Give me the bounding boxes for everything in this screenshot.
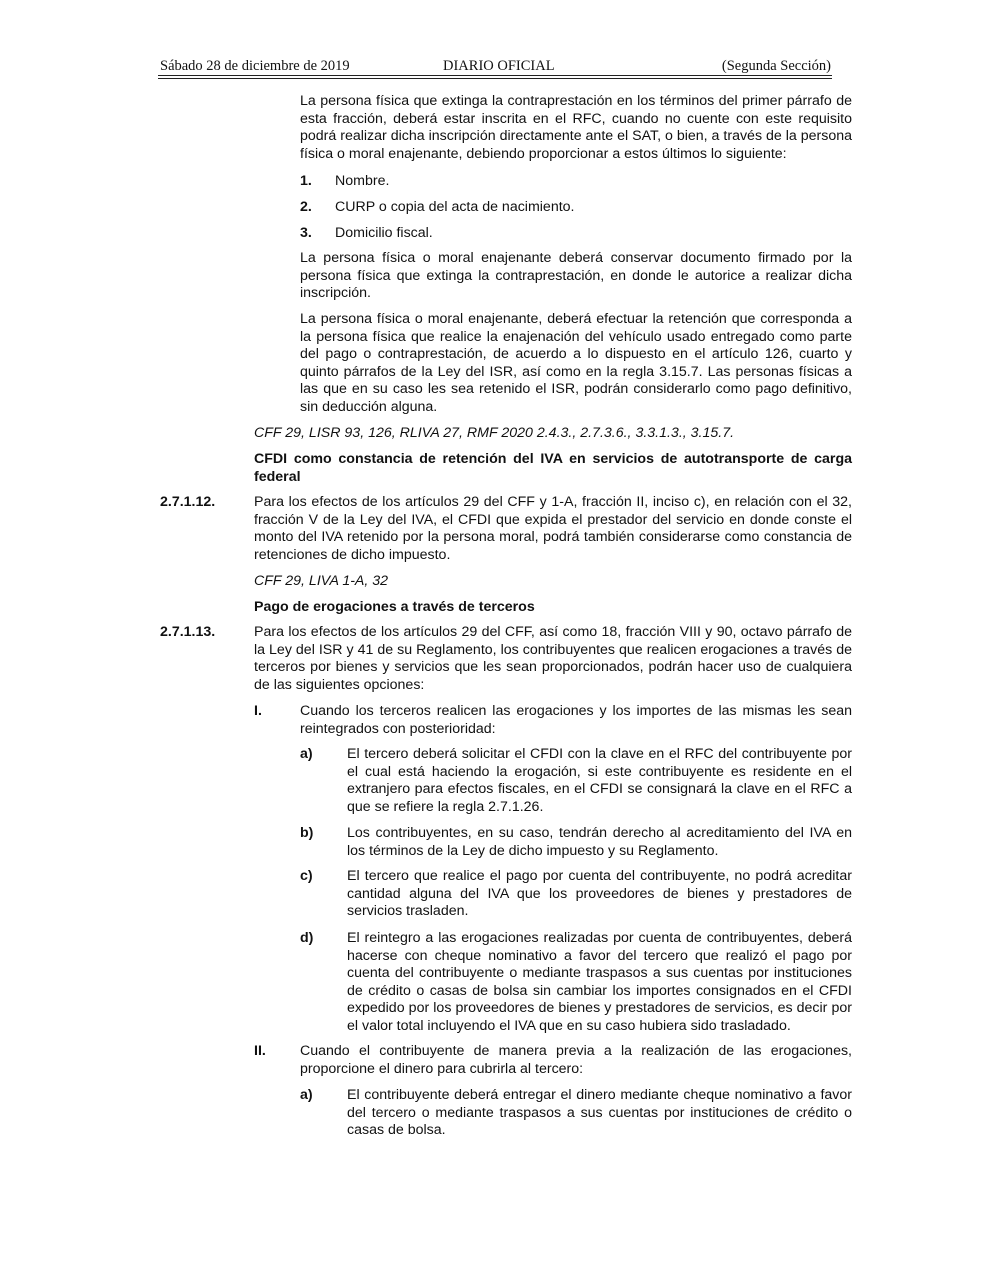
fraction-number: II. (254, 1043, 266, 1059)
legal-reference: CFF 29, LIVA 1-A, 32 (254, 573, 389, 589)
header-date: Sábado 28 de diciembre de 2019 (160, 58, 350, 74)
subitem-letter: b) (300, 825, 314, 841)
subitem-text: El contribuyente deberá entregar el dinero mediante cheque nominativo a favor del tercero o mediante traspasos a sus cuentas por instituciones de crédito o casas de bolsa. (347, 1087, 852, 1139)
header-divider (158, 75, 832, 76)
list-item-number: 2. (300, 199, 312, 215)
paragraph-retention: La persona física o moral enajenante, deberá efectuar la retención que corresponda a la persona física que realice la enajenación del vehículo usado entregado como parte del pago o contraprestación, de acuerdo a lo dispuesto en el artículo 126, cuarto y quinto párrafos de la Ley del ISR, así como en la regla 3.15.7. Las personas físicas a las que en su caso les sea retenido el ISR, podrán considerarlo como pago definitivo, sin deducción alguna. (300, 311, 852, 415)
subitem-letter: d) (300, 930, 314, 946)
rule-number: 2.7.1.13. (160, 624, 216, 640)
subitem-text: El tercero deberá solicitar el CFDI con la clave en el RFC del contribuyente por el cual está haciendo la erogación, si este contribuyente es residente en el extranjero para efectos fiscales, en el CFDI se consignará la clave en el RFC a que se refiere la regla 2.7.1.26. (347, 746, 852, 815)
header-divider-double (158, 78, 832, 79)
list-item-number: 1. (300, 173, 312, 189)
rule-heading: CFDI como constancia de retención del IVA en servicios de autotransporte de carga federal (254, 451, 852, 485)
header-section: (Segunda Sección) (721, 58, 831, 74)
rule-text: Para los efectos de los artículos 29 del CFF, así como 18, fracción VIII y 90, octavo párrafo de la Ley del ISR y 41 de su Reglamento, los contribuyentes que realicen erogaciones a través de terceros por bienes y servicios que les sean proporcionados, podrán hacer uso de cualquiera de las siguientes opciones: (254, 624, 852, 693)
fraction-number: I. (254, 703, 262, 719)
paragraph-inscription: La persona física que extinga la contraprestación en los términos del primer párrafo de esta fracción, deberá estar inscrita en el RFC, cuando no cuente con este requisito podrá realizar dicha inscripción directamente ante el SAT, o bien, a través de la persona física o moral enajenante, debiendo proporcionar a estos últimos lo siguiente: (300, 93, 852, 162)
fraction-text: Cuando el contribuyente de manera previa a la realización de las erogaciones, proporcione el dinero para cubrirla al tercero: (300, 1043, 852, 1077)
subitem-letter: a) (300, 746, 313, 762)
rule-number: 2.7.1.12. (160, 494, 216, 510)
legal-reference: CFF 29, LISR 93, 126, RLIVA 27, RMF 2020 2.4.3., 2.7.3.6., 3.3.1.3., 3.15.7. (254, 425, 735, 441)
subitem-text: El reintegro a las erogaciones realizadas por cuenta de contribuyentes, deberá hacerse con cheque nominativo a favor del tercero que realizó el pago por cuenta del contribuyente o mediante traspasos a sus cuentas por instituciones de crédito o casas de bolsa sin cambiar los importes consignados en el CFDI expedido por los proveedores de bienes y prestadores de servicios, es decir por el valor total incluyendo el IVA que en su caso hubiera sido trasladado. (347, 930, 852, 1034)
rule-text: Para los efectos de los artículos 29 del CFF y 1-A, fracción II, inciso c), en relación con el 32, fracción V de la Ley del IVA, el CFDI que expida el prestador del servicio en donde conste el monto del IVA retenido por la persona moral, podrá también considerarse como constancia de retenciones de dicho impuesto. (254, 494, 852, 563)
subitem-text: Los contribuyentes, en su caso, tendrán derecho al acreditamiento del IVA en los términos de la Ley de dicho impuesto y su Reglamento. (347, 825, 852, 859)
list-item-number: 3. (300, 225, 312, 241)
page-header (160, 58, 831, 76)
rule-heading: Pago de erogaciones a través de terceros (254, 599, 535, 615)
list-item-text: Domicilio fiscal. (335, 225, 433, 241)
paragraph-signed-document: La persona física o moral enajenante deberá conservar documento firmado por la persona física que extinga la contraprestación, en donde le autorice a realizar dicha inscripción. (300, 250, 852, 302)
fraction-text: Cuando los terceros realicen las erogaciones y los importes de las mismas les sean reintegrados con posterioridad: (300, 703, 852, 737)
list-item-text: Nombre. (335, 173, 390, 189)
header-title: DIARIO OFICIAL (443, 58, 555, 74)
subitem-letter: a) (300, 1087, 313, 1103)
subitem-letter: c) (300, 868, 313, 884)
subitem-text: El tercero que realice el pago por cuenta del contribuyente, no podrá acreditar cantidad alguna del IVA que los proveedores de bienes y prestadores de servicios trasladen. (347, 868, 852, 920)
list-item-text: CURP o copia del acta de nacimiento. (335, 199, 575, 215)
